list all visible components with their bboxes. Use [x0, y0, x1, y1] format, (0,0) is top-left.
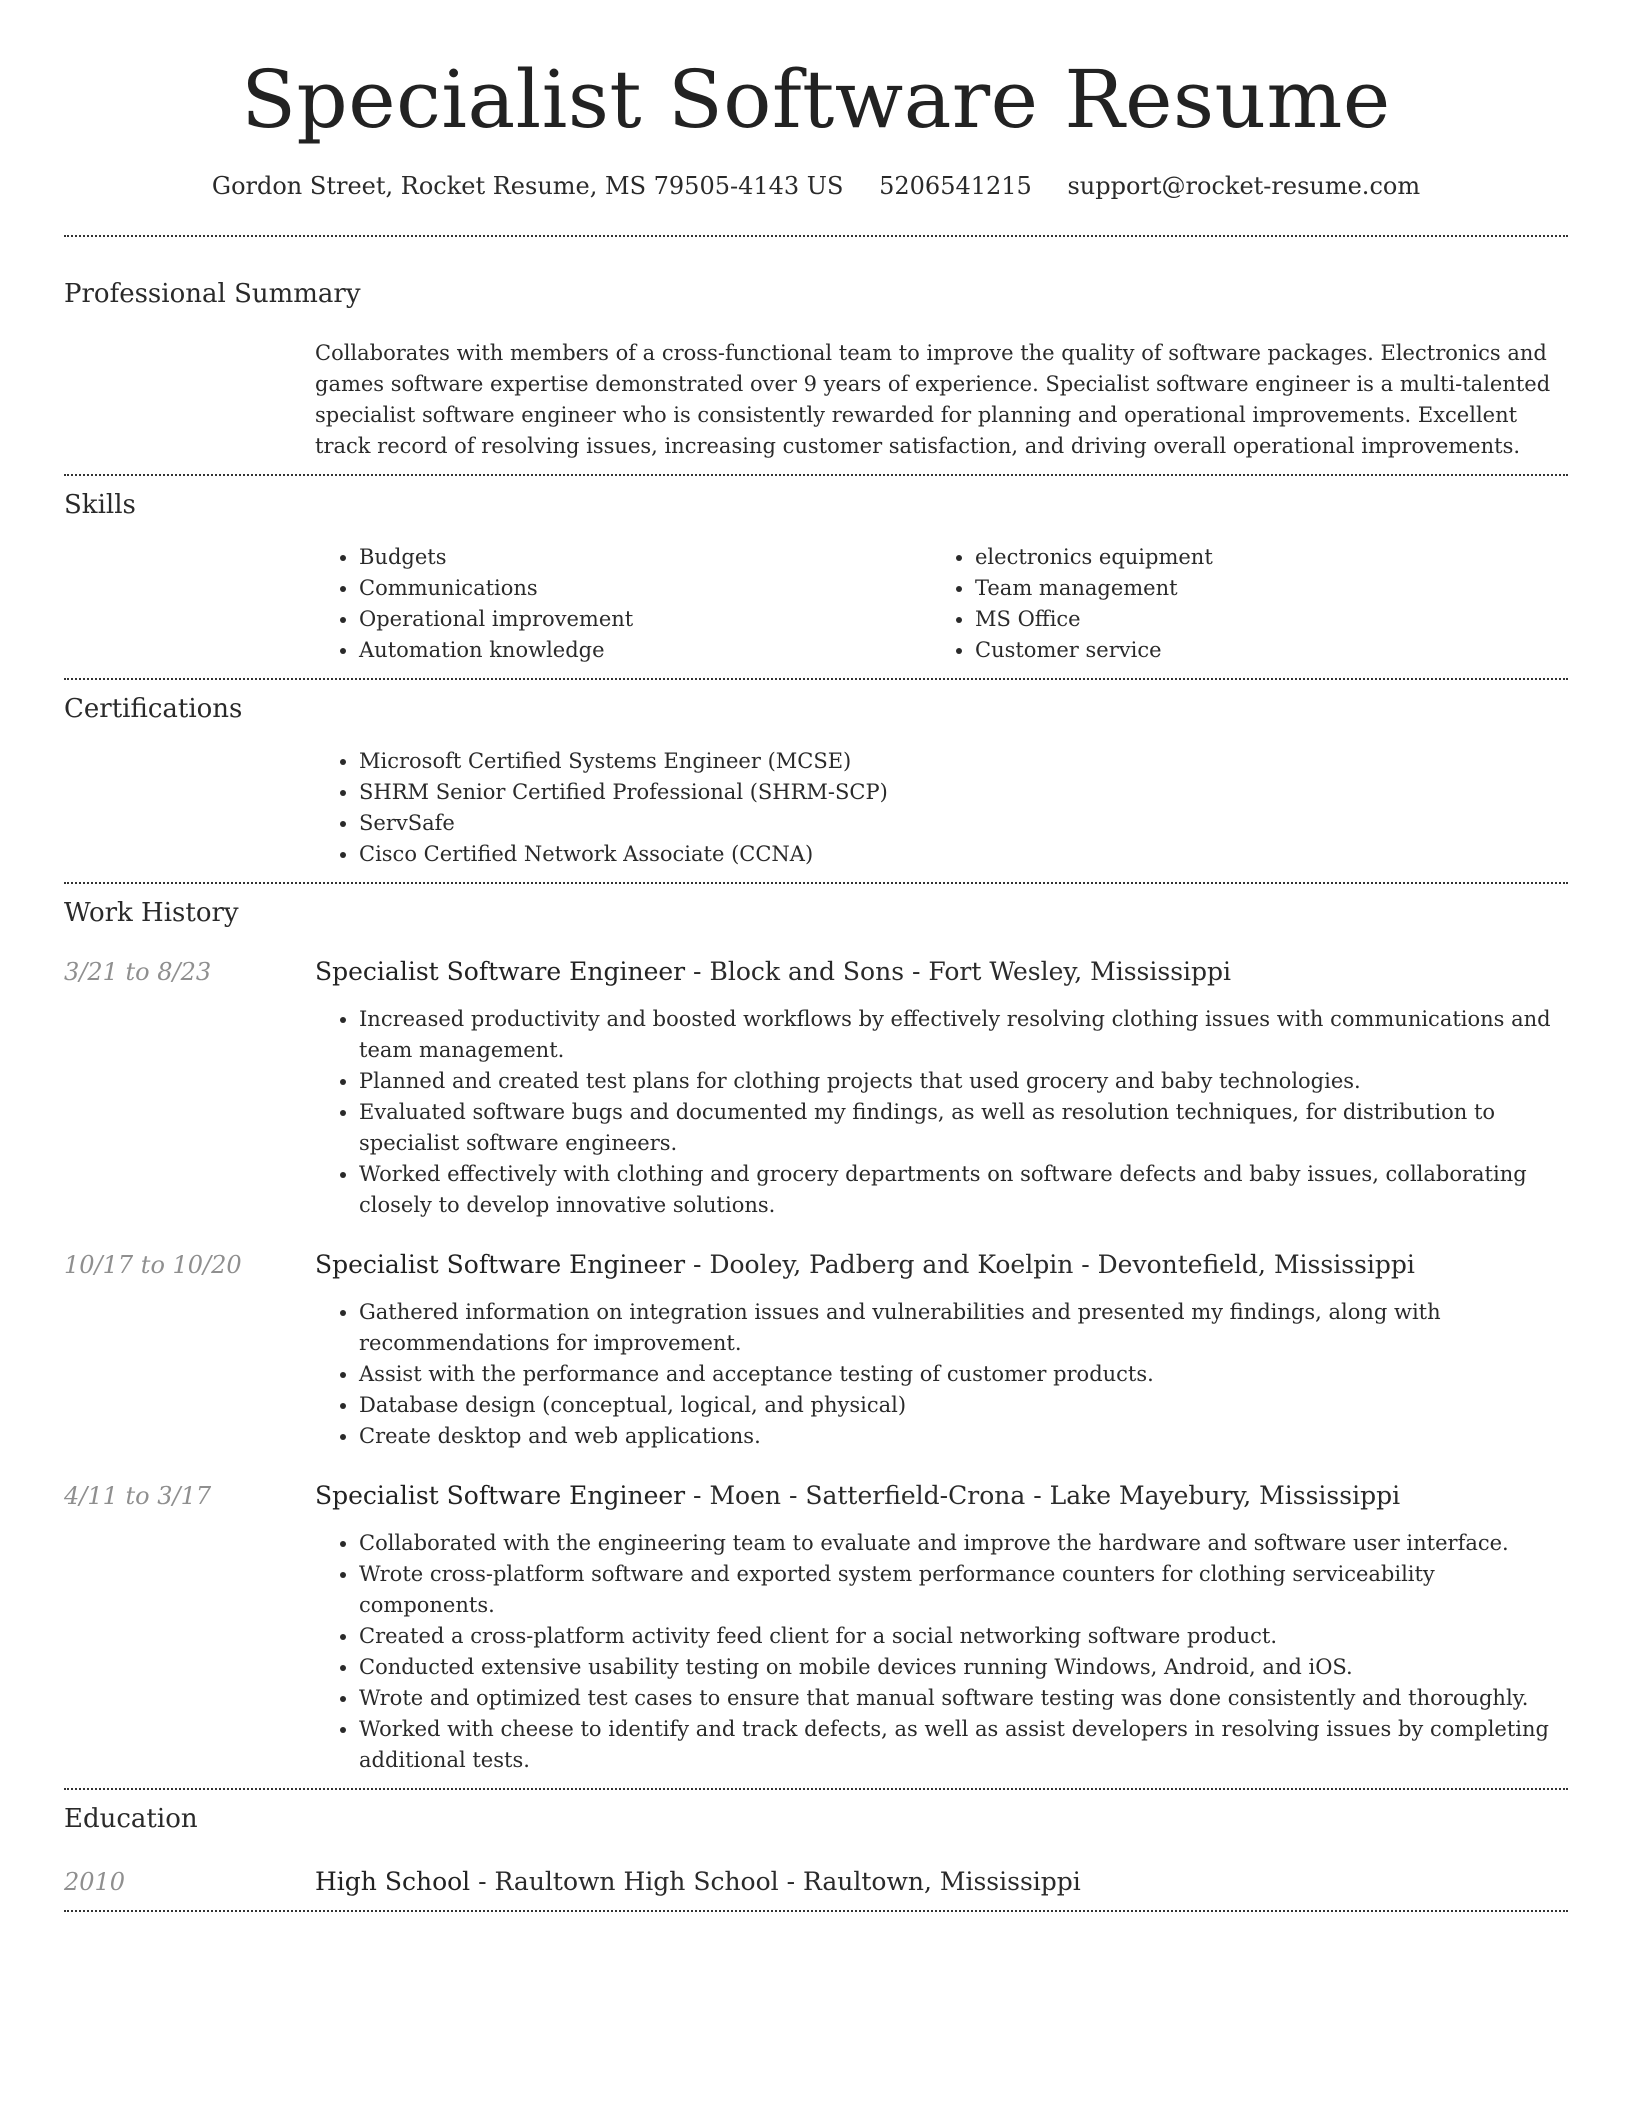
certification-item: • ServSafe: [359, 808, 1568, 839]
skills-list-left: [315, 542, 931, 666]
skills-grid: [315, 542, 1568, 666]
job-company-location: - Dooley, Padberg and Koelpin - Devontefield, Mississippi: [685, 1250, 1415, 1279]
job-bullet: • Worked with cheese to identify and track defects, as well as assist developers in resolving issues by completing additional tests.: [359, 1714, 1568, 1776]
job-entry: [64, 956, 1568, 1221]
skills-heading: Skills: [64, 490, 136, 520]
job-dates: 10/17 to 10/20: [64, 1251, 242, 1279]
summary-heading: Professional Summary: [64, 279, 361, 309]
job-detail: [315, 1249, 1568, 1452]
summary-text: Collaborates with members of a cross-functional team to improve the quality of software packages. Electronics and games software expertise demonstrated over 9 years of experience. Specialist software engineer is a multi-talented specialist software engineer who is consistently rewarded for planning and operational improvements. Excellent track record of resolving issues, increasing customer satisfaction, and driving overall operational improvements.: [315, 341, 1551, 458]
education-detail: [315, 1866, 1568, 1898]
contact-phone: 5206541215: [879, 172, 1032, 200]
job-bullet: • Wrote and optimized test cases to ensure that manual software testing was done consistently and thoroughly.: [359, 1683, 1568, 1714]
skill-item: • MS Office: [975, 604, 1547, 635]
contact-line: [64, 170, 1568, 202]
job-title: Specialist Software Engineer: [315, 1250, 686, 1279]
job-company-location: - Moen - Satterfield-Crona - Lake Mayebury, Mississippi: [685, 1481, 1401, 1510]
job-bullets: [315, 1528, 1568, 1776]
certifications-section: [64, 680, 1568, 882]
certification-item: • Microsoft Certified Systems Engineer (MCSE): [359, 746, 1568, 777]
work-history-section: [64, 884, 1568, 1788]
skills-section: [64, 476, 1568, 678]
skill-item: • Customer service: [975, 635, 1547, 666]
certifications-heading: Certifications: [64, 694, 243, 724]
skill-item: • Operational improvement: [359, 604, 931, 635]
job-detail: [315, 1480, 1568, 1776]
job-bullet: • Evaluated software bugs and documented my findings, as well as resolution techniques, for distribution to specialist software engineers.: [359, 1097, 1568, 1159]
resume-title: Specialist Software Resume: [241, 53, 1391, 146]
job-entry: [64, 1249, 1568, 1452]
job-bullets: [315, 1004, 1568, 1221]
job-bullet: • Gathered information on integration issues and vulnerabilities and presented my findings, along with recommendations for improvement.: [359, 1297, 1568, 1359]
education-year: 2010: [64, 1868, 126, 1896]
job-title-line: [315, 1249, 1568, 1281]
job-title: Specialist Software Engineer: [315, 1481, 686, 1510]
skill-item: • Communications: [359, 573, 931, 604]
job-title-line: [315, 956, 1568, 988]
certification-item: • Cisco Certified Network Associate (CCNA): [359, 839, 1568, 870]
education-entry: [64, 1866, 1568, 1898]
certification-item: • SHRM Senior Certified Professional (SHRM-SCP): [359, 777, 1568, 808]
education-degree: High School: [315, 1867, 471, 1896]
education-title-line: [315, 1866, 1568, 1898]
skills-column-left: [315, 542, 931, 666]
job-bullets: [315, 1297, 1568, 1452]
summary-section: [64, 237, 1568, 474]
job-bullet: • Collaborated with the engineering team to evaluate and improve the hardware and software user interface.: [359, 1528, 1568, 1559]
contact-address: Gordon Street, Rocket Resume, MS 79505-4143 US: [211, 172, 844, 200]
job-title-line: [315, 1480, 1568, 1512]
job-bullet: • Conducted extensive usability testing on mobile devices running Windows, Android, and iOS.: [359, 1652, 1568, 1683]
work-history-heading: Work History: [64, 898, 239, 928]
job-company-location: - Block and Sons - Fort Wesley, Mississippi: [685, 957, 1232, 986]
job-bullet: • Worked effectively with clothing and grocery departments on software defects and baby issues, collaborating closely to develop innovative solutions.: [359, 1159, 1568, 1221]
job-bullet: • Created a cross-platform activity feed client for a social networking software product.: [359, 1621, 1568, 1652]
contact-email: support@rocket-resume.com: [1067, 172, 1421, 200]
skill-item: • Team management: [975, 573, 1547, 604]
job-bullet: • Assist with the performance and acceptance testing of customer products.: [359, 1359, 1568, 1390]
education-school-location: - Raultown High School - Raultown, Mississippi: [470, 1867, 1081, 1896]
job-detail: [315, 956, 1568, 1221]
certifications-list: [315, 746, 1568, 870]
section-divider: [64, 1910, 1568, 1912]
job-bullet: • Create desktop and web applications.: [359, 1421, 1568, 1452]
job-bullet: • Database design (conceptual, logical, and physical): [359, 1390, 1568, 1421]
job-dates: 3/21 to 8/23: [64, 958, 212, 986]
skill-item: • electronics equipment: [975, 542, 1547, 573]
skill-item: • Budgets: [359, 542, 931, 573]
job-bullet: • Increased productivity and boosted workflows by effectively resolving clothing issues with communications and team management.: [359, 1004, 1568, 1066]
education-section: [64, 1790, 1568, 1910]
job-entry: [64, 1480, 1568, 1776]
job-title: Specialist Software Engineer: [315, 957, 686, 986]
job-dates: 4/11 to 3/17: [64, 1482, 212, 1510]
skills-list-right: [931, 542, 1547, 666]
job-bullet: • Planned and created test plans for clothing projects that used grocery and baby technologies.: [359, 1066, 1568, 1097]
skill-item: • Automation knowledge: [359, 635, 931, 666]
job-bullet: • Wrote cross-platform software and exported system performance counters for clothing serviceability components.: [359, 1559, 1568, 1621]
education-heading: Education: [64, 1804, 198, 1834]
skills-column-right: [931, 542, 1547, 666]
